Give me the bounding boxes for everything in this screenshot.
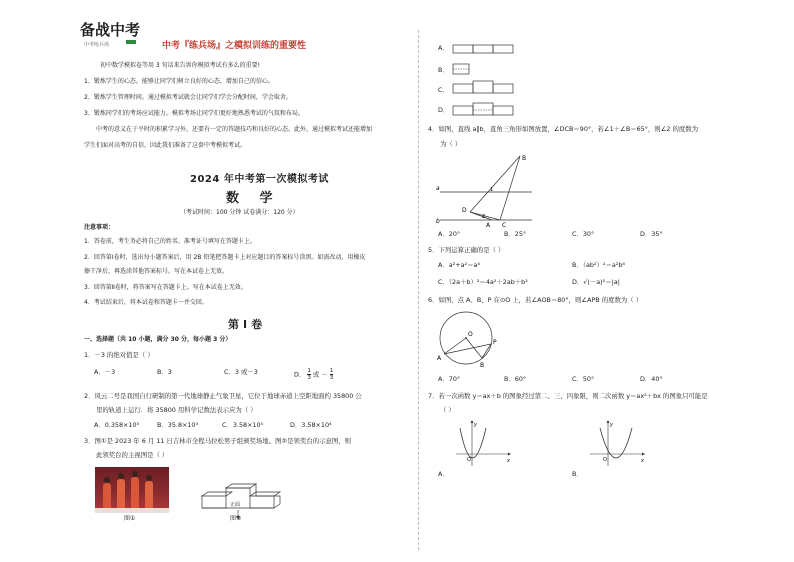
q4-label-angle-1: 1 bbox=[490, 187, 494, 193]
q7-stem: 7．若一次函数 y＝ax＋b 的图象经过第二、三、四象限，则二次函数 y＝ax²＋bx 的图象只可能是 bbox=[428, 392, 708, 400]
notice-2b: 擦干净后，再选涂其他答案标号。写在本试卷上无效。 bbox=[84, 268, 229, 275]
q6-label-b: B bbox=[480, 362, 485, 369]
q6-circle-figure bbox=[432, 306, 508, 372]
notice-title: 注意事项： bbox=[84, 224, 115, 231]
q7b-y-label: y bbox=[610, 422, 613, 428]
q2-option-a: A．0.358×10⁵ bbox=[94, 421, 140, 429]
q6-label-o: O bbox=[468, 331, 473, 338]
q4-stem-2: 为（ ） bbox=[440, 140, 462, 148]
q3-fig2-label: 图② bbox=[230, 515, 242, 522]
notice-1: 1．答卷前，考生务必将自己的姓名、准考证号填写在答题卡上。 bbox=[84, 238, 256, 245]
banner-title: 中考『练兵场』之模拟训练的重要性 bbox=[162, 41, 307, 51]
q4-label-b-line: b bbox=[436, 218, 440, 225]
q4-label-b-point: B bbox=[522, 155, 527, 162]
q4-option-a: A．20° bbox=[438, 230, 461, 238]
q6-option-b: B．60° bbox=[504, 375, 527, 383]
notice-4: 4．考试结束后，将本试卷和答题卡一并交回。 bbox=[84, 299, 208, 306]
logo-sub: 中考练兵场 bbox=[84, 42, 110, 48]
section-heading: 一、选择题（共 10 小题，满分 30 分，每小题 3 分） bbox=[84, 336, 232, 343]
notice-3: 3．回答第Ⅱ卷时，将答案写在答题卡上。写在本试卷上无效。 bbox=[84, 284, 247, 291]
q5-option-d: D．√(－a)²＝|a| bbox=[572, 278, 620, 286]
q4-geometry-figure bbox=[434, 150, 534, 228]
q2-option-c: C．3.58×10⁵ bbox=[222, 421, 264, 429]
logo bbox=[78, 18, 140, 48]
exam-subject: 数 学 bbox=[226, 191, 281, 206]
q3-stem-1: 3．图①是 2023 年 6 月 11 日吉林市全程马拉松男子组颁奖场地。图②是领奖台的示意图，则 bbox=[84, 437, 352, 445]
q1-option-d bbox=[294, 368, 333, 381]
q1-option-a: A．－3 bbox=[94, 368, 116, 376]
q3-podium-diagram bbox=[198, 474, 282, 520]
q7b-origin-label: O bbox=[603, 457, 607, 463]
q1-option-d-minus: － bbox=[321, 370, 328, 379]
part-title: 第Ⅰ卷 bbox=[228, 318, 267, 331]
q6-option-d: D．40° bbox=[640, 375, 663, 383]
q4-label-a-point: A bbox=[486, 222, 491, 228]
q5-option-c: C．（2a＋b）²＝4a²＋2ab＋b² bbox=[438, 278, 528, 286]
q7b-x-label: x bbox=[641, 458, 644, 464]
q3-option-a-figure bbox=[452, 43, 516, 55]
q7-option-b: B． bbox=[572, 470, 583, 478]
q1-stem: 1．－3 的绝对值是（ ） bbox=[84, 351, 154, 359]
q3-award-photo bbox=[95, 467, 169, 513]
q7-graph-a bbox=[452, 418, 512, 468]
q7-stem-2: （ ） bbox=[440, 406, 455, 414]
q4-label-angle-2: 2 bbox=[482, 214, 486, 220]
q4-stem: 4．如图，直线 a∥b，直角三角形如图放置，∠DCB＝90°，若∠1＋∠B＝65°，则∠2 的度数为 bbox=[428, 125, 699, 133]
q6-option-a: A．70° bbox=[438, 375, 461, 383]
column-divider bbox=[418, 30, 419, 550]
q4-option-c: C．30° bbox=[572, 230, 595, 238]
q5-option-b: B．（ab²）²＝a²b⁴ bbox=[572, 261, 625, 269]
q7a-x-label: x bbox=[507, 458, 510, 464]
notice-2: 2．回答第Ⅰ卷时，选出每小题答案后，用 2B 铅笔把答题卡上对应题目的答案标号涂黑。如需改动，用橡皮 bbox=[84, 254, 366, 261]
logo-art-icon bbox=[78, 18, 140, 48]
q4-option-d: D．35° bbox=[640, 230, 663, 238]
q4-label-d: D bbox=[462, 207, 467, 214]
q7-graph-b bbox=[586, 418, 646, 468]
point-2: 2、锻炼学生管理时间。通过模拟考试就会让同学们学会分配时间，学会取舍。 bbox=[84, 94, 292, 101]
q1-fraction-1: $\frac{1}{3}$ bbox=[307, 368, 311, 381]
q1-fraction-2: $\frac{1}{3}$ bbox=[329, 368, 334, 381]
q5-stem: 5．下列运算正确的是（ ） bbox=[428, 246, 505, 254]
q1-option-c: C．3 或－3 bbox=[224, 368, 258, 376]
q5-option-a: A．a²+a²＝a⁴ bbox=[438, 261, 480, 269]
q3-front-label: 正面 bbox=[230, 502, 241, 508]
intro-text: 初中数学模拟卷等用 3 句话来告诉你模拟考试有多么的重要! bbox=[100, 62, 261, 69]
point-3: 3、锻炼同学们的考场应试能力。模拟考场让同学们更好地熟悉考试的气氛和布局。 bbox=[84, 110, 304, 117]
q2-stem-1: 2．风云二号是我国自行研制的第一代地球静止气象卫星，它位于地球赤道上空距地面约 35800 公 bbox=[84, 392, 362, 400]
q3-option-a: A． bbox=[438, 44, 449, 52]
q1-option-b: B．3 bbox=[157, 368, 172, 376]
q6-label-a: A bbox=[437, 355, 442, 362]
q2-option-b: B．35.8×10³ bbox=[157, 421, 199, 429]
q1-option-d-label: D． bbox=[294, 370, 306, 379]
q3-stem-2: 此领奖台的主视图是（ ） bbox=[96, 451, 169, 459]
q2-stem-2: 里的轨道上运行．将 35800 用科学记数法表示应为（ ） bbox=[96, 406, 257, 414]
point-1: 1、锻炼学生的心态。能够让同学们树立良好的心态，增加自己的信心。 bbox=[84, 78, 274, 85]
q3-option-d-figure bbox=[452, 102, 516, 116]
q7-option-a: A． bbox=[438, 470, 449, 478]
q6-option-c: C．50° bbox=[572, 375, 595, 383]
exam-title: 2024 年中考第一次模拟考试 bbox=[190, 174, 329, 185]
logo-text: 备战中考 bbox=[80, 21, 140, 39]
q7a-y-label: y bbox=[474, 422, 477, 428]
q6-label-p: P bbox=[493, 339, 497, 346]
q4-label-c: C bbox=[502, 222, 507, 228]
q3-option-b-figure bbox=[452, 63, 472, 75]
q3-option-c: C． bbox=[438, 86, 449, 94]
q4-option-b: B．25° bbox=[504, 230, 527, 238]
q7a-origin-label: O bbox=[467, 457, 471, 463]
exam-meta: （考试时间：100 分钟 试卷满分：120 分） bbox=[180, 209, 299, 216]
q2-option-d: D．3.58×10⁴ bbox=[290, 421, 332, 429]
summary-line-2: 学生们面对高考的自信，因此我们准备了这套中考模拟考试。 bbox=[84, 142, 247, 149]
q3-option-b: B． bbox=[438, 66, 449, 74]
q3-option-c-figure bbox=[452, 80, 516, 94]
q1-option-d-or: 或 bbox=[312, 370, 320, 379]
q6-stem: 6．如图，点 A、B、P 在⊙O 上，若∠AOB＝80°，则∠APB 的度数为（ ） bbox=[428, 296, 643, 304]
q4-label-a-line: a bbox=[436, 185, 440, 192]
summary-line-1: 中考的意义在于平时的积累学习外，还要有一定的答题技巧和良好的心态。此外，通过模拟考试还能增加 bbox=[96, 126, 373, 133]
q3-fig1-label: 图① bbox=[124, 515, 136, 522]
q3-option-d: D． bbox=[438, 106, 450, 114]
